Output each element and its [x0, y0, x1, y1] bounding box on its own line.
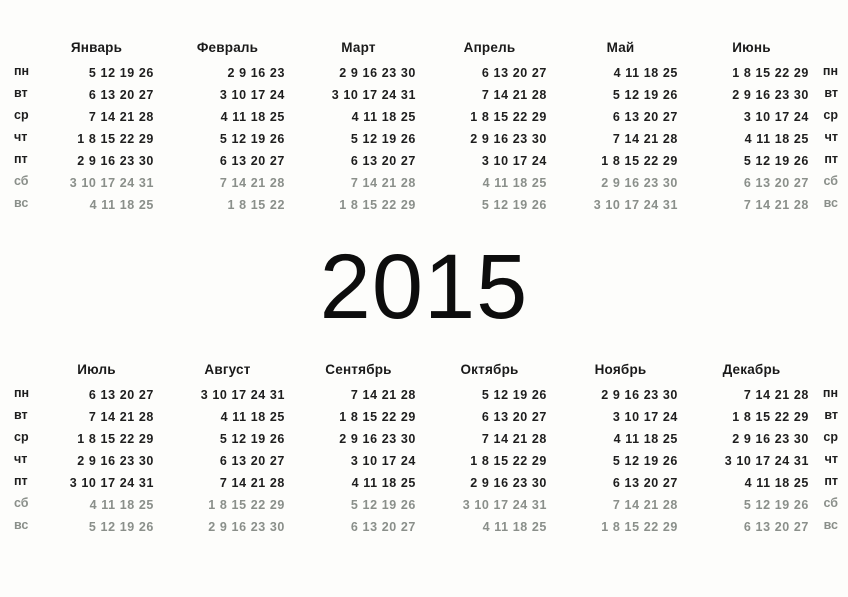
week-row-tue: 7 14 21 28: [481, 88, 547, 102]
month-weeks: [686, 384, 817, 538]
month-july: [31, 362, 162, 538]
month-january: [31, 40, 162, 216]
weekday-label-sun: вс: [823, 196, 838, 210]
week-row-fri: 6 13 20 27: [612, 476, 678, 490]
month-weeks: [424, 384, 555, 538]
week-row-sun: 4 11 18 25: [89, 198, 154, 212]
weekday-label-tue: вт: [14, 86, 28, 100]
month-name: Октябрь: [460, 362, 519, 377]
weekday-label-sun: вс: [823, 518, 838, 532]
week-row-fri: 3 10 17 24: [481, 154, 547, 168]
month-weeks: [162, 384, 293, 538]
week-row-tue: 4 11 18 25: [220, 410, 285, 424]
week-row-thu: 3 10 17 24 31: [724, 454, 809, 468]
week-row-sun: 1 8 15 22 29: [601, 520, 678, 534]
week-row-sat: 5 12 19 26: [743, 498, 809, 512]
week-row-fri: 7 14 21 28: [219, 476, 285, 490]
year-title: 2015: [319, 236, 529, 338]
week-row-mon: 5 12 19 26: [88, 66, 154, 80]
month-name: Март: [341, 40, 376, 55]
weekday-label-wed: ср: [14, 430, 29, 444]
week-row-fri: 2 9 16 23 30: [77, 154, 154, 168]
week-row-tue: 7 14 21 28: [88, 410, 154, 424]
weekday-label-mon: пн: [14, 386, 30, 400]
week-row-thu: 7 14 21 28: [612, 132, 678, 146]
week-row-sat: 7 14 21 28: [219, 176, 285, 190]
month-name: Июль: [77, 362, 116, 377]
week-row-mon: 7 14 21 28: [350, 388, 416, 402]
weekday-label-sat: сб: [823, 496, 838, 510]
weekday-label-thu: чт: [14, 130, 28, 144]
week-row-wed: 1 8 15 22 29: [470, 110, 547, 124]
week-row-thu: 2 9 16 23 30: [470, 132, 547, 146]
week-row-sat: 7 14 21 28: [350, 176, 416, 190]
week-row-tue: 6 13 20 27: [88, 88, 154, 102]
month-weeks: [686, 62, 817, 216]
month-february: [162, 40, 293, 216]
week-row-mon: 1 8 15 22 29: [732, 66, 809, 80]
weekday-label-tue: вт: [824, 408, 838, 422]
month-october: [424, 362, 555, 538]
week-row-tue: 3 10 17 24: [219, 88, 285, 102]
week-row-thu: 3 10 17 24: [350, 454, 416, 468]
weekday-label-sat: сб: [823, 174, 838, 188]
week-row-thu: 5 12 19 26: [219, 132, 285, 146]
month-may: [555, 40, 686, 216]
week-row-fri: 2 9 16 23 30: [470, 476, 547, 490]
week-row-fri: 1 8 15 22 29: [601, 154, 678, 168]
month-name: Апрель: [463, 40, 516, 55]
month-weeks: [293, 62, 424, 216]
month-weeks: [424, 62, 555, 216]
month-weeks: [555, 384, 686, 538]
week-row-wed: 1 8 15 22 29: [77, 432, 154, 446]
week-row-tue: 2 9 16 23 30: [732, 88, 809, 102]
month-weeks: [162, 62, 293, 216]
week-row-fri: 6 13 20 27: [219, 154, 285, 168]
month-name: Январь: [70, 40, 123, 55]
week-row-sun: 2 9 16 23 30: [208, 520, 285, 534]
month-name: Сентябрь: [325, 362, 392, 377]
week-row-fri: 5 12 19 26: [743, 154, 809, 168]
week-row-tue: 5 12 19 26: [612, 88, 678, 102]
weekday-label-wed: ср: [823, 430, 838, 444]
month-name: Май: [606, 40, 635, 55]
week-row-fri: 4 11 18 25: [351, 476, 416, 490]
week-row-wed: 4 11 18 25: [613, 432, 678, 446]
week-row-sat: 6 13 20 27: [743, 176, 809, 190]
week-row-wed: 6 13 20 27: [612, 110, 678, 124]
week-row-wed: 7 14 21 28: [481, 432, 547, 446]
week-row-tue: 3 10 17 24 31: [331, 88, 416, 102]
week-row-sat: 4 11 18 25: [482, 176, 547, 190]
week-row-wed: 2 9 16 23 30: [732, 432, 809, 446]
week-row-sat: 2 9 16 23 30: [601, 176, 678, 190]
week-row-mon: 3 10 17 24 31: [200, 388, 285, 402]
week-row-wed: 2 9 16 23 30: [339, 432, 416, 446]
week-row-tue: 6 13 20 27: [481, 410, 547, 424]
weekday-label-fri: пт: [824, 152, 838, 166]
weekday-label-fri: пт: [14, 474, 28, 488]
weekday-label-mon: пн: [822, 64, 838, 78]
weekday-label-mon: пн: [14, 64, 30, 78]
week-row-sun: 4 11 18 25: [482, 520, 547, 534]
week-row-sun: 5 12 19 26: [88, 520, 154, 534]
weekday-label-sat: сб: [14, 496, 29, 510]
week-row-fri: 3 10 17 24 31: [69, 476, 154, 490]
month-march: [293, 40, 424, 216]
week-row-mon: 2 9 16 23 30: [339, 66, 416, 80]
month-august: [162, 362, 293, 538]
week-row-sat: 3 10 17 24 31: [462, 498, 547, 512]
week-row-sun: 1 8 15 22 29: [339, 198, 416, 212]
week-row-sun: 1 8 15 22: [227, 198, 285, 212]
weekday-label-wed: ср: [14, 108, 29, 122]
week-row-thu: 6 13 20 27: [219, 454, 285, 468]
week-row-mon: 5 12 19 26: [481, 388, 547, 402]
month-december: [686, 362, 817, 538]
week-row-wed: 5 12 19 26: [219, 432, 285, 446]
weekday-label-thu: чт: [14, 452, 28, 466]
weekday-label-mon: пн: [822, 386, 838, 400]
week-row-thu: 5 12 19 26: [350, 132, 416, 146]
month-name: Август: [204, 362, 251, 377]
week-row-sun: 6 13 20 27: [350, 520, 416, 534]
weekday-label-tue: вт: [824, 86, 838, 100]
month-weeks: [31, 384, 162, 538]
weekday-label-fri: пт: [824, 474, 838, 488]
week-row-sat: 4 11 18 25: [89, 498, 154, 512]
month-november: [555, 362, 686, 538]
week-row-tue: 1 8 15 22 29: [339, 410, 416, 424]
month-name: Ноябрь: [594, 362, 647, 377]
week-row-tue: 1 8 15 22 29: [732, 410, 809, 424]
week-row-sat: 1 8 15 22 29: [208, 498, 285, 512]
week-row-mon: 2 9 16 23: [227, 66, 285, 80]
week-row-fri: 6 13 20 27: [350, 154, 416, 168]
week-row-wed: 3 10 17 24: [743, 110, 809, 124]
month-april: [424, 40, 555, 216]
week-row-sat: 5 12 19 26: [350, 498, 416, 512]
month-june: [686, 40, 817, 216]
week-row-tue: 3 10 17 24: [612, 410, 678, 424]
weekday-label-sat: сб: [14, 174, 29, 188]
month-name: Декабрь: [722, 362, 781, 377]
week-row-fri: 4 11 18 25: [744, 476, 809, 490]
calendar-half-first: [0, 40, 848, 216]
month-weeks: [555, 62, 686, 216]
months-row-second: [0, 362, 848, 538]
week-row-thu: 2 9 16 23 30: [77, 454, 154, 468]
month-weeks: [293, 384, 424, 538]
week-row-thu: 4 11 18 25: [744, 132, 809, 146]
weekday-label-wed: ср: [823, 108, 838, 122]
week-row-wed: 4 11 18 25: [351, 110, 416, 124]
week-row-mon: 6 13 20 27: [481, 66, 547, 80]
week-row-sun: 5 12 19 26: [481, 198, 547, 212]
week-row-sun: 3 10 17 24 31: [593, 198, 678, 212]
week-row-thu: 5 12 19 26: [612, 454, 678, 468]
month-name: Февраль: [196, 40, 259, 55]
months-row-first: [0, 40, 848, 216]
week-row-wed: 7 14 21 28: [88, 110, 154, 124]
week-row-wed: 4 11 18 25: [220, 110, 285, 124]
week-row-mon: 6 13 20 27: [88, 388, 154, 402]
week-row-mon: 4 11 18 25: [613, 66, 678, 80]
weekday-label-sun: вс: [14, 518, 29, 532]
month-september: [293, 362, 424, 538]
week-row-sun: 7 14 21 28: [743, 198, 809, 212]
week-row-sun: 6 13 20 27: [743, 520, 809, 534]
calendar-half-second: [0, 362, 848, 538]
weekday-label-sun: вс: [14, 196, 29, 210]
month-name: Июнь: [732, 40, 771, 55]
week-row-sat: 7 14 21 28: [612, 498, 678, 512]
week-row-thu: 1 8 15 22 29: [77, 132, 154, 146]
week-row-mon: 2 9 16 23 30: [601, 388, 678, 402]
month-weeks: [31, 62, 162, 216]
weekday-label-thu: чт: [824, 452, 838, 466]
weekday-labels-right-bottom: [804, 362, 838, 536]
week-row-thu: 1 8 15 22 29: [470, 454, 547, 468]
weekday-labels-right-top: [804, 40, 838, 214]
weekday-label-tue: вт: [14, 408, 28, 422]
weekday-label-thu: чт: [824, 130, 838, 144]
week-row-mon: 7 14 21 28: [743, 388, 809, 402]
week-row-sat: 3 10 17 24 31: [69, 176, 154, 190]
weekday-label-fri: пт: [14, 152, 28, 166]
